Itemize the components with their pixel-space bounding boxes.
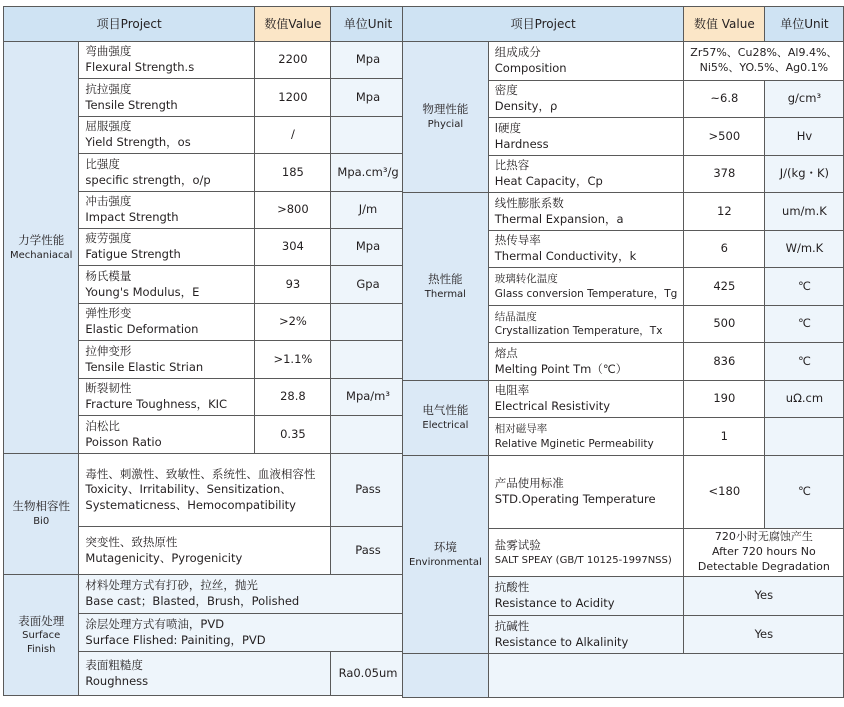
property-cell: [79, 454, 331, 527]
unit-cell: J/m: [331, 192, 405, 229]
value-cell: >500: [684, 118, 765, 156]
cell-text: 组成成分: [494, 45, 541, 60]
left-spec-table: [3, 6, 406, 696]
cell-text: Zr57%、Cu28%、Al9.4%、: [690, 46, 838, 60]
std-temp-value: <180: [684, 456, 765, 529]
cell-text: Toxicity、Irritability、Sensitization、: [85, 482, 292, 497]
cell-text: Roughness: [85, 673, 149, 688]
elec-category: [403, 381, 489, 456]
unit-cell: Mpa.cm³/g: [331, 154, 405, 192]
property-cell: [79, 527, 331, 575]
cell-text: 熔点: [494, 345, 518, 360]
cell-text: Glass conversion Temperature，Tg: [494, 287, 678, 300]
cell-text: 毒性、刺激性、致敏性、系统性、血液相容性: [85, 466, 316, 481]
cell-text: After 720 hours No: [711, 545, 816, 559]
right-header-value: 数值 Value: [684, 7, 765, 42]
cell-text: 电气性能: [422, 403, 469, 418]
mech-category: [4, 42, 79, 454]
property-cell: [79, 304, 255, 341]
value-cell: 185: [255, 154, 331, 192]
cell-text: l硬度: [494, 120, 521, 135]
value-cell: 500: [684, 306, 765, 343]
cell-text: Flexural Strength.s: [85, 60, 195, 74]
value-cell: 836: [684, 343, 765, 381]
cell-text: 相对磁导率: [494, 423, 548, 436]
property-cell: [488, 42, 684, 81]
surface-row: [4, 575, 406, 614]
cell-text: 抗酸性: [494, 580, 530, 595]
cell-text: Heat Capacity，Cp: [494, 174, 603, 188]
cell-text: 电阻率: [494, 383, 530, 398]
surface-category: [4, 575, 79, 696]
cell-text: STD.Operating Temperature: [494, 492, 656, 506]
property-cell: [488, 529, 684, 577]
cell-text: Resistance to Acidity: [494, 596, 615, 610]
cell-text: 断裂韧性: [85, 381, 132, 396]
value-cell: >2%: [255, 304, 331, 341]
unit-cell: [331, 117, 405, 154]
property-cell: [488, 456, 684, 529]
cell-text: 产品使用标准: [494, 476, 564, 491]
cell-text: Environmental: [409, 556, 482, 568]
category-cell: [403, 654, 489, 698]
cell-text: 720小时无腐蚀产生: [714, 530, 813, 544]
unit-cell: Mpa: [331, 229, 405, 266]
acid-value: Yes: [684, 577, 844, 616]
unit-cell: [765, 418, 844, 456]
cell-text: 抗拉强度: [85, 81, 132, 96]
cell-text: 泊松比: [85, 418, 120, 433]
cell-text: 热传导率: [494, 233, 541, 248]
cell-text: Electrical: [422, 420, 469, 431]
salt-spray-value: [684, 529, 844, 577]
cell-text: Mutagenicity、Pyrogenicity: [85, 550, 243, 565]
cell-text: Tensile Strength: [85, 97, 178, 112]
value-cell: /: [255, 117, 331, 154]
cell-text: Poisson Ratio: [85, 434, 162, 449]
cell-text: 弹性形变: [85, 306, 132, 321]
value-cell: 2200: [255, 42, 331, 79]
cell-text: 力学性能: [18, 232, 65, 247]
unit-cell: Hv: [765, 118, 844, 156]
property-cell: [79, 154, 255, 192]
cell-text: Surface: [22, 630, 61, 642]
cell-text: Density，ρ: [494, 99, 558, 113]
cell-text: 生物相容性: [12, 499, 70, 514]
left-header-row: [4, 7, 406, 42]
blank-row: [403, 654, 844, 698]
unit-cell: Gpa: [331, 266, 405, 304]
property-cell: [488, 343, 684, 381]
cell-text: 弯曲强度: [85, 44, 132, 59]
unit-cell: Mpa: [331, 79, 405, 117]
cell-text: 疲劳强度: [85, 231, 132, 246]
bio-row: [4, 454, 406, 527]
property-cell: [79, 42, 255, 79]
right-spec-table: [402, 6, 844, 698]
value-cell: 6: [684, 231, 765, 268]
cell-text: specific strength，o/p: [85, 172, 211, 187]
property-cell: [488, 654, 844, 698]
value-cell: >1.1%: [255, 341, 331, 379]
cell-text: 盐雾试验: [494, 537, 541, 552]
right-header-unit: 单位Unit: [765, 7, 844, 42]
value-cell: 12: [684, 193, 765, 231]
std-temp-unit: ℃: [765, 456, 844, 529]
cell-text: 结晶温度: [494, 310, 537, 323]
unit-cell: g/cm³: [765, 81, 844, 118]
property-cell: [79, 79, 255, 117]
unit-cell: J/(kg・K): [765, 156, 844, 193]
cell-text: 冲击强度: [85, 194, 132, 209]
property-cell: [79, 575, 405, 614]
composition-value: [684, 42, 844, 81]
property-cell: [79, 416, 255, 454]
cell-text: Base cast；Blasted，Brush，Polished: [85, 594, 300, 608]
value-cell: 1200: [255, 79, 331, 117]
property-cell: [488, 381, 684, 418]
cell-text: Fracture Toughness，KIC: [85, 397, 228, 411]
unit-cell: um/m.K: [765, 193, 844, 231]
thermal-category: [403, 193, 489, 381]
property-cell: [488, 193, 684, 231]
cell-text: 涂层处理方式有喷油，PVD: [85, 616, 225, 631]
right-header-row: [403, 7, 844, 42]
cell-text: 物理性能: [422, 102, 469, 117]
cell-text: 玻璃转化温度: [494, 273, 558, 286]
right-header-project: 项目Project: [403, 7, 684, 42]
unit-cell: W/m.K: [765, 231, 844, 268]
env-category: [403, 456, 489, 654]
bio-pass-value: Pass: [331, 454, 405, 527]
unit-cell: [331, 416, 405, 454]
value-cell: 425: [684, 268, 765, 306]
thermal-row: [403, 193, 844, 231]
phys-row: [403, 42, 844, 81]
cell-text: Mechaniacal: [10, 249, 73, 261]
cell-text: Young's Modulus，E: [85, 284, 200, 299]
bio-pass-value: Pass: [331, 527, 405, 575]
unit-cell: ℃: [765, 343, 844, 381]
property-cell: [79, 652, 331, 696]
property-cell: [79, 614, 405, 652]
value-cell: 28.8: [255, 379, 331, 416]
roughness-value: Ra0.05um: [331, 652, 405, 696]
cell-text: Bi0: [33, 516, 50, 527]
elec-row: [403, 381, 844, 418]
cell-text: 拉伸变形: [85, 343, 132, 358]
cell-text: 密度: [494, 83, 518, 98]
property-cell: [79, 229, 255, 266]
value-cell: 0.35: [255, 416, 331, 454]
unit-cell: ℃: [765, 268, 844, 306]
cell-text: Thermal: [424, 288, 466, 300]
cell-text: Thermal Expansion，a: [494, 211, 624, 226]
cell-text: Finish: [26, 643, 56, 655]
cell-text: Thermal Conductivity，k: [494, 249, 637, 263]
cell-text: 线性膨胀系数: [494, 195, 564, 210]
unit-cell: Mpa: [331, 42, 405, 79]
value-cell: 304: [255, 229, 331, 266]
property-cell: [79, 379, 255, 416]
cell-text: 环境: [433, 539, 457, 554]
unit-cell: [331, 304, 405, 341]
property-cell: [79, 266, 255, 304]
cell-text: Crystallization Temperature，Tx: [494, 325, 663, 337]
cell-text: Phycial: [427, 119, 464, 130]
property-cell: [488, 577, 684, 616]
cell-text: Yield Strength，os: [85, 135, 191, 149]
cell-text: Detectable Degradation: [697, 559, 830, 573]
property-cell: [488, 268, 684, 306]
phys-category: [403, 42, 489, 193]
cell-text: Tensile Elastic Strian: [85, 359, 204, 374]
left-header-unit: 单位Unit: [331, 7, 405, 42]
property-cell: [79, 341, 255, 379]
unit-cell: uΩ.cm: [765, 381, 844, 418]
cell-text: 突变性、致热原性: [85, 534, 178, 549]
cell-text: 热性能: [428, 271, 463, 286]
cell-text: 屈服强度: [85, 119, 132, 134]
unit-cell: [331, 341, 405, 379]
left-header-project: 项目Project: [4, 7, 255, 42]
value-cell: 378: [684, 156, 765, 193]
cell-text: 比强度: [85, 156, 120, 171]
value-cell: >800: [255, 192, 331, 229]
property-cell: [488, 306, 684, 343]
bio-category: [4, 454, 79, 575]
value-cell: ~6.8: [684, 81, 765, 118]
property-cell: [79, 117, 255, 154]
cell-text: Surface Flished: Painiting，PVD: [85, 632, 266, 647]
cell-text: Melting Point Tm（℃）: [494, 361, 628, 376]
property-cell: [488, 418, 684, 456]
cell-text: Relative Mginetic Permeability: [494, 437, 654, 450]
env-row: [403, 456, 844, 529]
cell-text: Ni5%、YO.5%、Ag0.1%: [699, 61, 829, 74]
cell-text: 抗碱性: [494, 618, 530, 633]
cell-text: Systematicness、Hemocompatibility: [85, 497, 296, 512]
cell-text: Elastic Deformation: [85, 322, 199, 336]
alkali-value: Yes: [684, 616, 844, 654]
cell-text: SALT SPEAY (GB/T 10125-1997NSS): [494, 554, 672, 566]
property-cell: [79, 192, 255, 229]
unit-cell: ℃: [765, 306, 844, 343]
cell-text: Hardness: [494, 136, 549, 151]
property-cell: [488, 81, 684, 118]
property-cell: [488, 118, 684, 156]
cell-text: Electrical Resistivity: [494, 399, 611, 413]
cell-text: 比热容: [494, 158, 530, 173]
left-header-value: 数值Value: [255, 7, 331, 42]
mech-row: [4, 42, 406, 79]
cell-text: 材料处理方式有打砂，拉丝，抛光: [85, 578, 258, 593]
value-cell: 93: [255, 266, 331, 304]
cell-text: 表面粗糙度: [85, 657, 143, 672]
cell-text: Impact Strength: [85, 210, 179, 224]
unit-cell: Mpa/m³: [331, 379, 405, 416]
cell-text: 表面处理: [18, 613, 65, 628]
cell-text: Fatigue Strength: [85, 247, 181, 261]
value-cell: 190: [684, 381, 765, 418]
property-cell: [488, 231, 684, 268]
value-cell: 1: [684, 418, 765, 456]
property-cell: [488, 156, 684, 193]
cell-text: Composition: [494, 61, 567, 75]
cell-text: 杨氏模量: [85, 268, 132, 283]
property-cell: [488, 616, 684, 654]
cell-text: Resistance to Alkalinity: [494, 634, 629, 649]
